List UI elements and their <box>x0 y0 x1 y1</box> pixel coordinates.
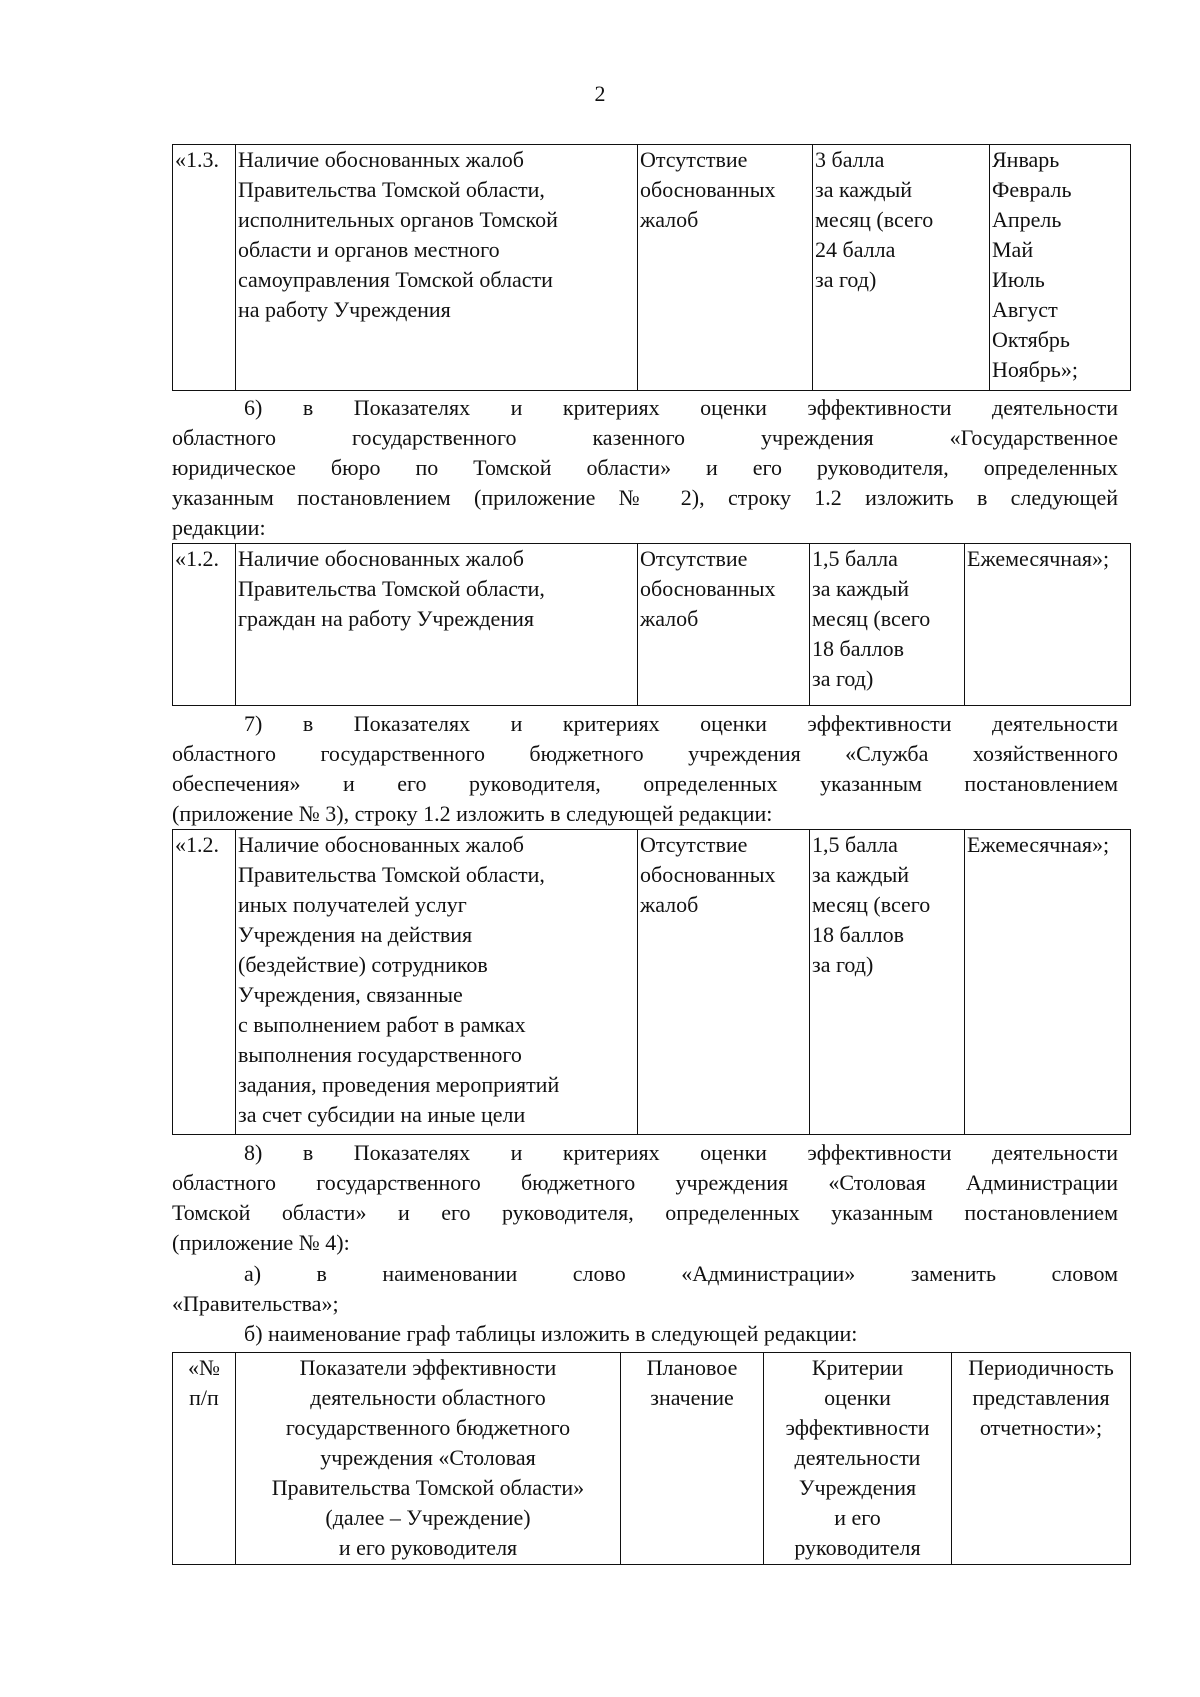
planned-value-cell: Отсутствие обоснованных жалоб <box>638 830 810 1135</box>
paragraph-8b: б) наименование граф таблицы изложить в следующей редакции: <box>244 1321 858 1346</box>
periodicity-cell: Ежемесячная»; <box>965 830 1131 1135</box>
planned-value-cell: Отсутствие обоснованных жалоб <box>638 145 813 391</box>
paragraph-8a <box>172 1259 1118 1319</box>
paragraph-6-line-2: областного государственного казенного учреждения «Государственное <box>172 425 1118 450</box>
table-header-columns <box>172 1352 1131 1565</box>
paragraph-6-line-5: редакции: <box>172 515 266 540</box>
paragraph-8 <box>172 1138 1118 1258</box>
table-row-1-3 <box>172 144 1131 391</box>
paragraph-7-line-4: (приложение № 3), строку 1.2 изложить в следующей редакции: <box>172 801 773 826</box>
paragraph-6-line-3: юридическое бюро по Томской области» и его руководителя, определенных <box>172 455 1118 480</box>
periodicity-cell: Ежемесячная»; <box>965 544 1131 706</box>
table-row-1-2-service <box>172 829 1131 1135</box>
criteria-cell: 1,5 балла за каждый месяц (всего 18 баллов за год) <box>810 544 965 706</box>
paragraph-7-line-3: обеспечения» и его руководителя, определенных указанным постановлением <box>172 771 1118 796</box>
criteria-cell: 3 балла за каждый месяц (всего 24 балла за год) <box>813 145 990 391</box>
indicator-cell: Наличие обоснованных жалоб Правительства Томской области, иных получателей услуг Учреждения на действия (бездействие) сотрудников Учреждения, связанные с выполнением работ в рамках выполнения государственного задания, проведения мероприятий за счет субсидии на иные цели <box>236 830 638 1135</box>
number-column-header: «№ п/п <box>173 1353 236 1565</box>
indicator-cell: Наличие обоснованных жалоб Правительства Томской области, исполнительных органов Томской области и органов местного самоуправления Томской области на работу Учреждения <box>236 145 638 391</box>
paragraph-7 <box>172 709 1118 829</box>
paragraph-8a-line-1: а) в наименовании слово «Администрации» заменить словом <box>244 1261 1118 1286</box>
planned-value-cell: Отсутствие обоснованных жалоб <box>638 544 810 706</box>
row-number: «1.3. <box>173 145 236 391</box>
paragraph-6 <box>172 393 1118 543</box>
paragraph-8-line-4: (приложение № 4): <box>172 1230 350 1255</box>
paragraph-8-line-1: 8) в Показателях и критериях оценки эффективности деятельности <box>244 1140 1118 1165</box>
paragraph-8a-line-2: «Правительства»; <box>172 1291 339 1316</box>
periodicity-cell: Январь Февраль Апрель Май Июль Август Октябрь Ноябрь»; <box>990 145 1131 391</box>
paragraph-7-line-1: 7) в Показателях и критериях оценки эффективности деятельности <box>244 711 1118 736</box>
paragraph-7-line-2: областного государственного бюджетного учреждения «Служба хозяйственного <box>172 741 1118 766</box>
row-number: «1.2. <box>173 544 236 706</box>
indicator-cell: Наличие обоснованных жалоб Правительства Томской области, граждан на работу Учреждения <box>236 544 638 706</box>
criteria-cell: 1,5 балла за каждый месяц (всего 18 баллов за год) <box>810 830 965 1135</box>
row-number: «1.2. <box>173 830 236 1135</box>
periodicity-column-header: Периодичность представления отчетности»; <box>952 1353 1131 1565</box>
criteria-column-header: Критерии оценки эффективности деятельности Учреждения и его руководителя <box>764 1353 952 1565</box>
table-row-1-2-legal <box>172 543 1131 706</box>
planned-value-column-header: Плановое значение <box>621 1353 764 1565</box>
paragraph-8-line-3: Томской области» и его руководителя, определенных указанным постановлением <box>172 1200 1118 1225</box>
paragraph-8-line-2: областного государственного бюджетного учреждения «Столовая Администрации <box>172 1170 1118 1195</box>
paragraph-6-line-1: 6) в Показателях и критериях оценки эффективности деятельности <box>244 395 1118 420</box>
indicator-column-header: Показатели эффективности деятельности областного государственного бюджетного учреждения «Столовая Правительства Томской области» (далее – Учреждение) и его руководителя <box>236 1353 621 1565</box>
page-number: 2 <box>594 81 606 106</box>
paragraph-6-line-4: указанным постановлением (приложение № 2), строку 1.2 изложить в следующей <box>172 485 1118 510</box>
